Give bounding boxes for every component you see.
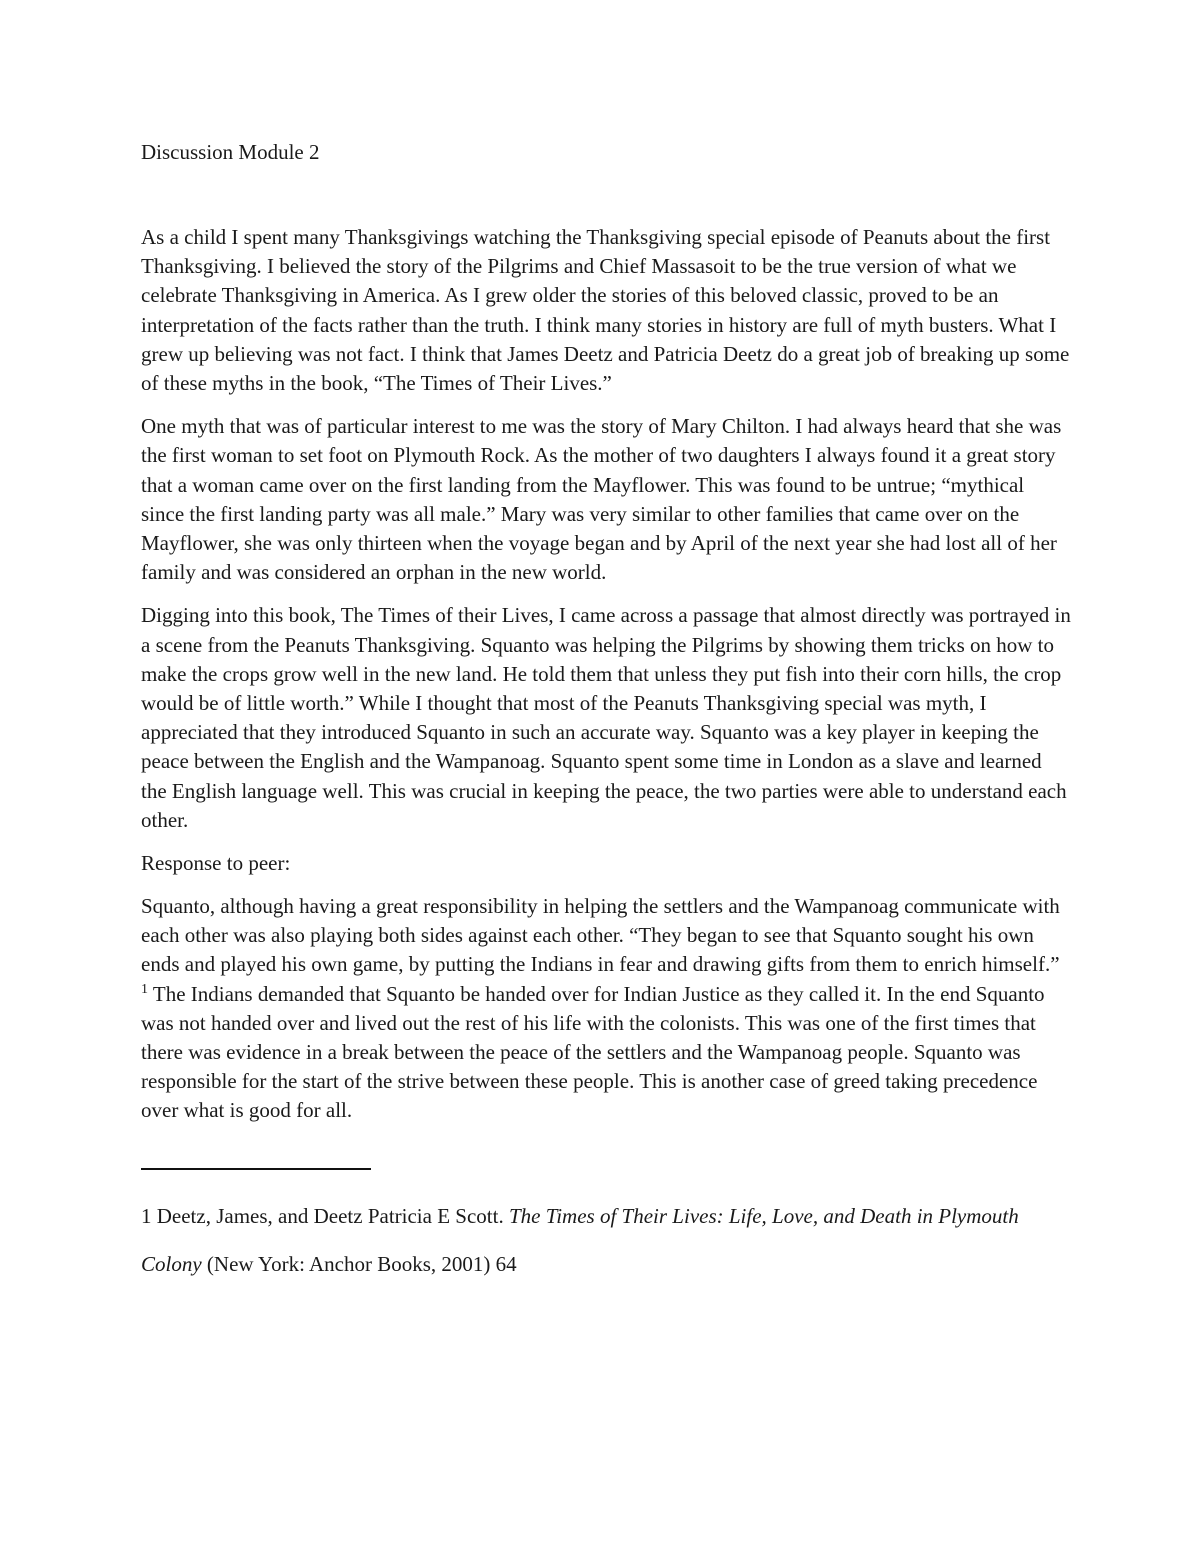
footnote (141, 1192, 1071, 1288)
document-title: Discussion Module 2 (141, 140, 320, 164)
paragraph-squanto: Digging into this book, The Times of their Lives, I came across a passage that almost directly was portrayed in a scene from the Peanuts Thanksgiving. Squanto was helping the Pilgrims by showing them tricks on how to make the crops grow well in the new land. He told them that unless they put fish into their corn hills, the crop would be of little worth.” While I thought that most of the Peanuts Thanksgiving special was myth, I appreciated that they introduced Squanto in such an accurate way. Squanto was a key player in keeping the peace between the English and the Wampanoag. Squanto spent some time in London as a slave and learned the English language well. This was crucial in keeping the peace, the two parties were able to understand each other. (141, 603, 1071, 832)
paragraph-response (141, 892, 1071, 1126)
paragraph-mary-chilton: One myth that was of particular interest to me was the story of Mary Chilton. I had always heard that she was the first woman to set foot on Plymouth Rock. As the mother of two daughters I always found it a great story that a woman came over on the first landing from the Mayflower. This was found to be untrue; “mythical since the first landing party was all male.” Mary was very similar to other families that came over on the Mayflower, she was only thirteen when the voyage began and by April of the next year she had lost all of her family and was considered an orphan in the new world. (141, 414, 1062, 585)
response-label: Response to peer: (141, 851, 291, 876)
document-page (141, 138, 1071, 1309)
footnote-reference: 1 (141, 981, 148, 997)
footnote-suffix: (New York: Anchor Books, 2001) 64 (201, 1251, 517, 1276)
footnote-book-title: The Times of Their Lives: Life, Love, and Death in Plymouth Colony (141, 1203, 1019, 1276)
response-text-part2: The Indians demanded that Squanto be handed over for Indian Justice as they called it. In the end Squanto was not handed over and lived out the rest of his life with the colonists. This was one of the first times that there was evidence in a break between the peace of the settlers and the Wampanoag people. Squanto was responsible for the start of the strive between these people. This is another case of greed taking precedence over what is good for all. (141, 981, 1045, 1123)
footnote-separator (141, 1168, 371, 1170)
footnote-prefix: 1 Deetz, James, and Deetz Patricia E Scott. (141, 1203, 509, 1228)
paragraph-intro: As a child I spent many Thanksgivings watching the Thanksgiving special episode of Peanuts about the first Thanksgiving. I believed the story of the Pilgrims and Chief Massasoit to be the true version of what we celebrate Thanksgiving in America. As I grew older the stories of this beloved classic, proved to be an interpretation of the facts rather than the truth. I think many stories in history are full of myth busters. What I grew up believing was not fact. I think that James Deetz and Patricia Deetz do a great job of breaking up some of these myths in the book, “The Times of Their Lives.” (141, 225, 1070, 396)
response-text-part1: Squanto, although having a great responsibility in helping the settlers and the Wampanoag communicate with each other was also playing both sides against each other. “They began to see that Squanto sought his own ends and played his own game, by putting the Indians in fear and drawing gifts from them to enrich himself.” (141, 894, 1060, 977)
